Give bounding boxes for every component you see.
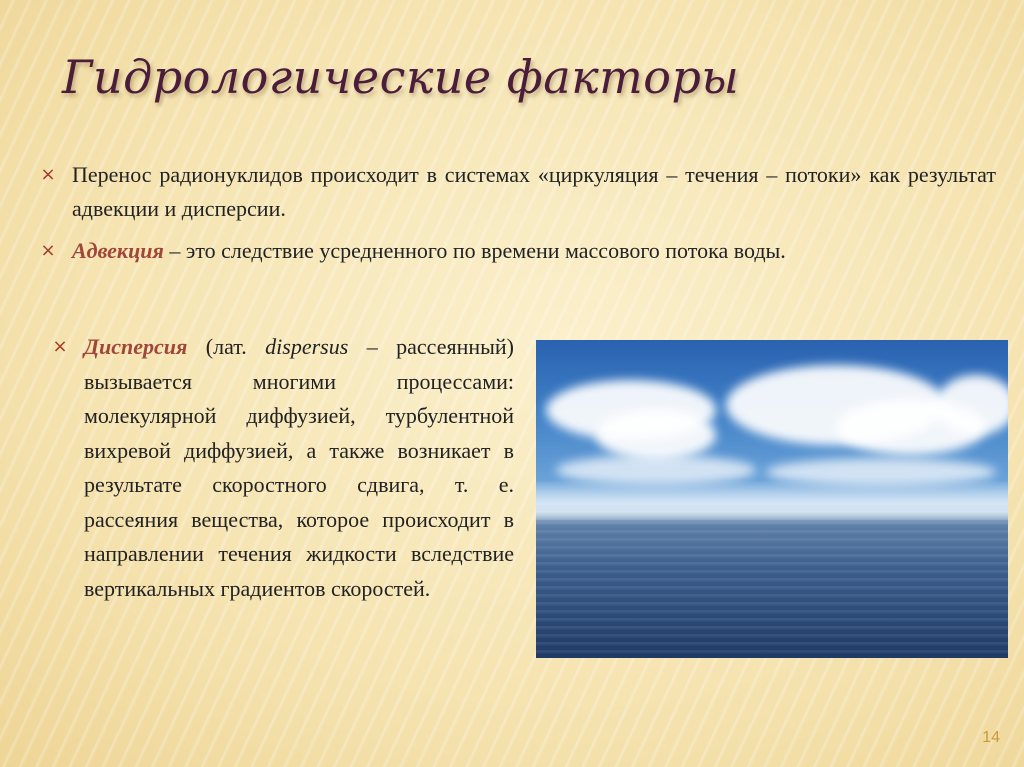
horizon-haze <box>536 480 1008 520</box>
bullet-text-prefix: (лат. <box>187 334 266 359</box>
bullet-text: – рассеянный) вызывается многими процессами: молекулярной диффузией, турбулентной вихревой диффузией, а также возникает в результате скоростного сдвига, т. е. рассеяния вещества, которое происходит в направлении течения жидкости вследствие вертикальных градиентов скоростей. <box>84 334 514 601</box>
water-reflection <box>536 522 1008 658</box>
bullet-dispersion <box>52 330 514 606</box>
bullet-transfer <box>40 158 996 226</box>
bullet-text: Перенос радионуклидов происходит в системах «циркуляция – течения – потоки» как результат адвекции и дисперсии. <box>72 162 996 221</box>
term-advection: Адвекция <box>72 238 164 263</box>
cross-bullet-icon: × <box>40 240 56 261</box>
sea-and-clouds-photo <box>536 340 1008 658</box>
bullet-text: – это следствие усредненного по времени массового потока воды. <box>163 238 786 263</box>
bullet-advection <box>40 234 996 268</box>
term-dispersion: Дисперсия <box>84 334 188 359</box>
latin-term: dispersus <box>265 334 349 359</box>
cross-bullet-icon: × <box>52 336 68 357</box>
cloud-shape <box>936 375 1008 435</box>
cross-bullet-icon: × <box>40 164 56 185</box>
cloud-shape <box>596 410 716 460</box>
page-number: 14 <box>982 729 1000 746</box>
slide-title: Гидрологические факторы <box>62 50 740 104</box>
